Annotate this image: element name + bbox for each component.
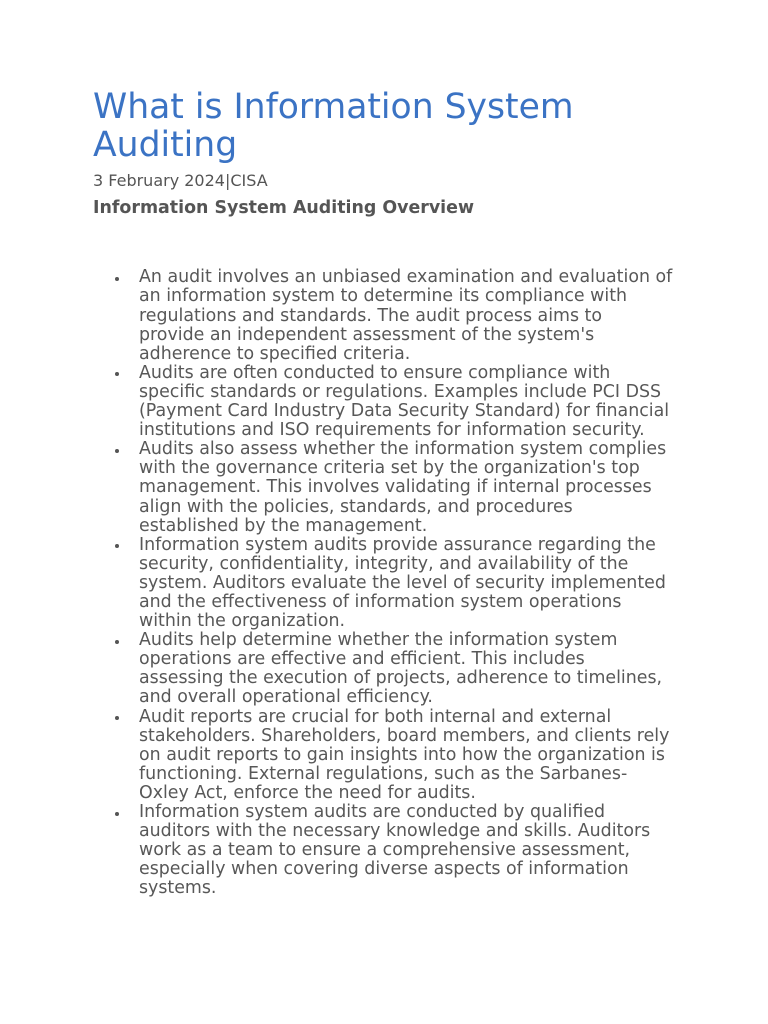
list-item-text: Information system audits provide assurance regarding the security, confidentiality, integrity, and availability of the system. Auditors evaluate the level of security implemented and the effectiveness of information system operations within the organization. [139, 534, 666, 632]
publish-date: 3 February 2024 [93, 171, 225, 190]
bullet-icon [115, 372, 119, 376]
list-item [139, 268, 675, 363]
category-label: CISA [230, 171, 268, 190]
post-meta [93, 171, 675, 190]
list-item [139, 708, 675, 803]
list-item-text: An audit involves an unbiased examination and evaluation of an information system to determine its compliance with regulations and standards. The audit process aims to provide an independent assessment of the system's adherence to specified criteria. [139, 267, 673, 364]
list-item-text: Audit reports are crucial for both internal and external stakeholders. Shareholders, board members, and clients rely on audit reports to gain insights into how the organization is functioning. External regulations, such as the Sarbanes- Oxley Act, enforce the need for audits. [139, 706, 670, 803]
bullet-icon [115, 640, 119, 644]
bullet-icon [115, 716, 119, 720]
bullet-icon [115, 812, 119, 816]
list-item [139, 364, 675, 440]
bullet-icon [115, 544, 119, 548]
list-item-text: Information system audits are conducted by qualified auditors with the necessary knowledge and skills. Auditors work as a team to ensure a comprehensive assessment, especially when covering diverse aspects of information systems. [139, 802, 651, 899]
section-heading: Information System Auditing Overview [93, 198, 475, 218]
list-item [139, 440, 675, 535]
list-item-text: Audits help determine whether the information system operations are effective and efficient. This includes assessing the execution of projects, adherence to timelines, and overall operational efficiency. [139, 630, 663, 708]
list-item-text: Audits also assess whether the information system complies with the governance criteria set by the organization's top management. This involves validating if internal processes align with the policies, standards, and procedures established by the management. [139, 439, 667, 536]
list-item [139, 631, 675, 707]
bullet-icon [115, 277, 119, 281]
bullet-icon [115, 449, 119, 453]
list-item [139, 536, 675, 631]
page-title: What is Information System Auditing [93, 87, 574, 165]
list-item-text: Audits are often conducted to ensure compliance with specific standards or regulations. Examples include PCI DSS (Payment Card Industry Data Security Standard) for financial institutions and ISO requirements for information security. [139, 362, 670, 441]
bullet-list [93, 268, 675, 898]
list-item [139, 803, 675, 898]
meta-separator: | [224, 171, 231, 190]
